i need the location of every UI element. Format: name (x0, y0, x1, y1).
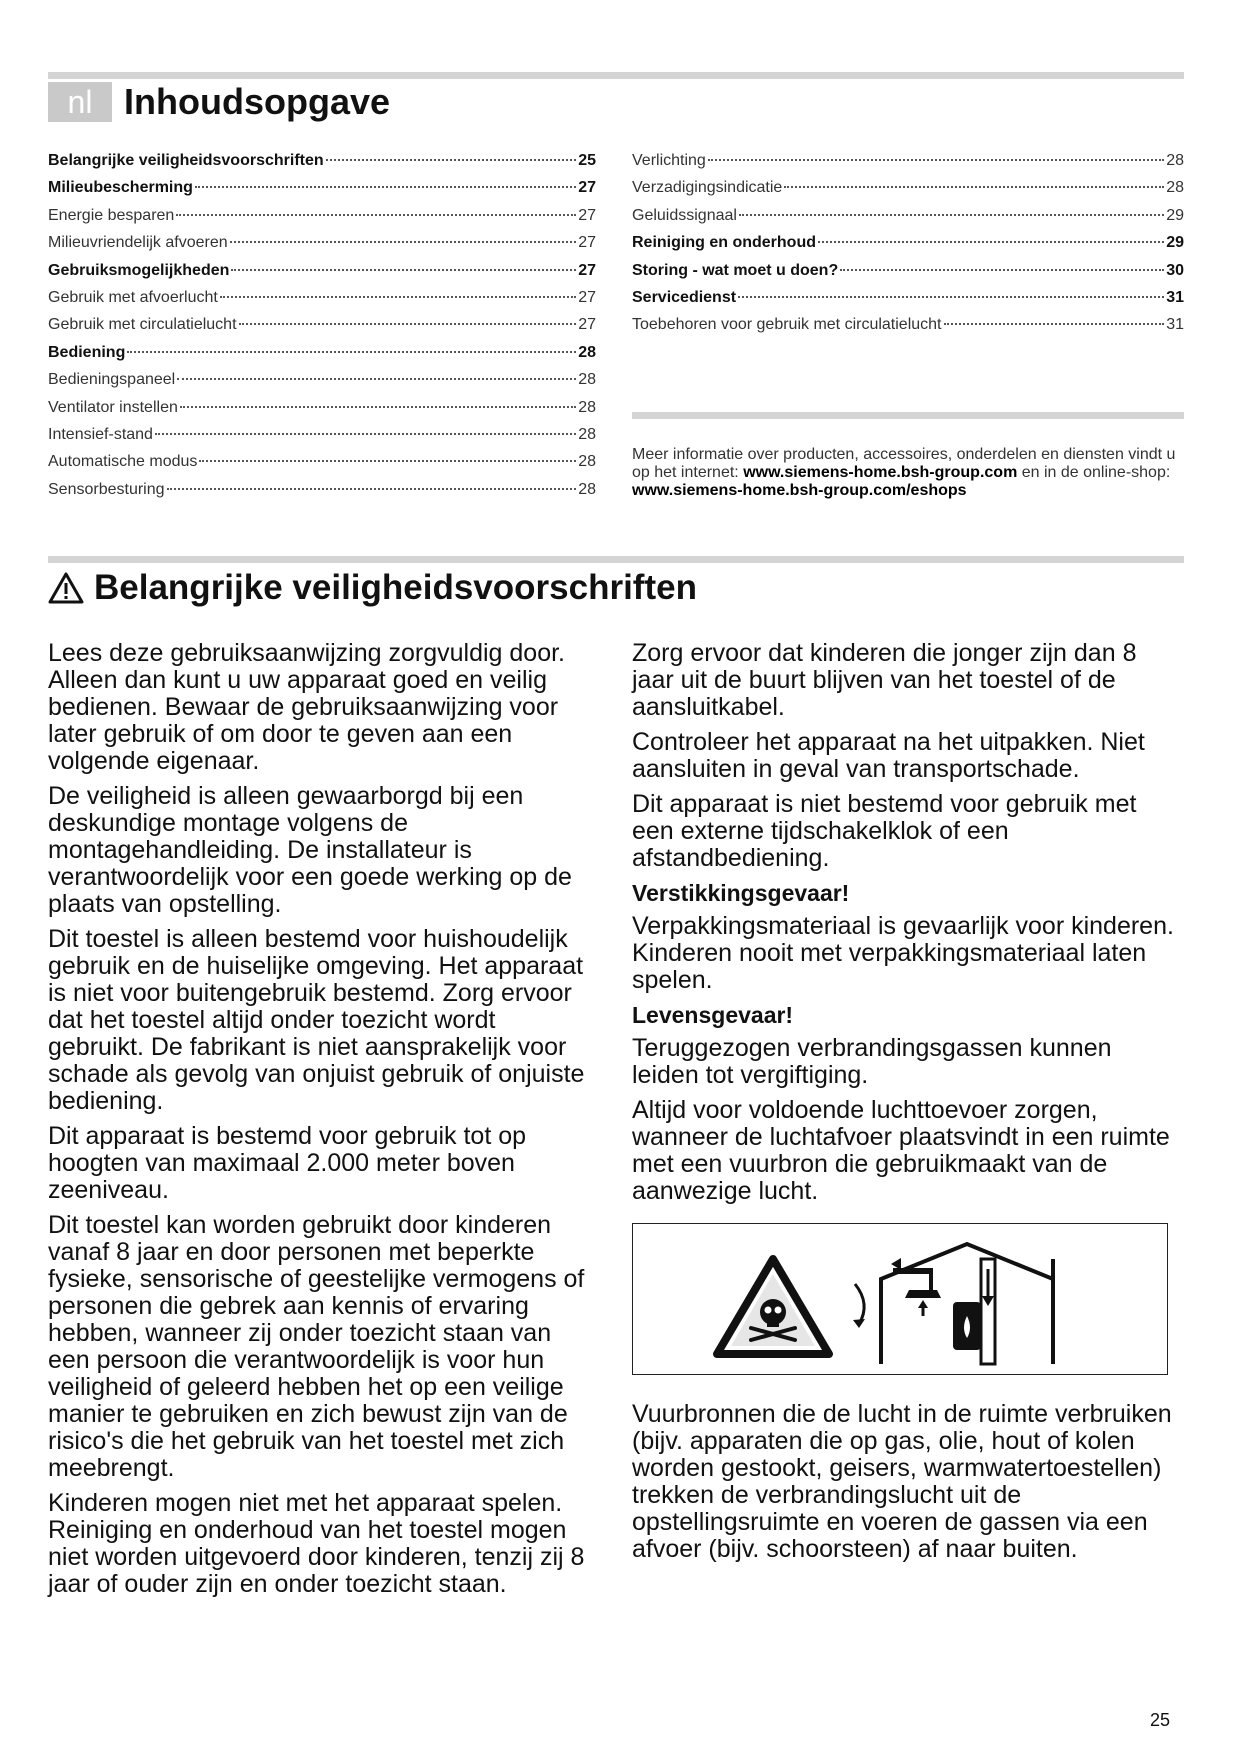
toc-entry-page: 28 (578, 480, 596, 498)
toc-entry-title: Verlichting (632, 152, 706, 169)
toc-entry-title: Reiniging en onderhoud (632, 234, 816, 252)
safety-paragraph: Dit toestel is alleen bestemd voor huishoudelijk gebruik en de huiselijke omgeving. Het apparaat is niet voor buitengebruik bestemd. Zorg ervoor dat het toestel altijd onder toezicht wordt gebruikt. De fabrikant is niet aansprakelijk voor schade als gevolg van onjuist gebruik of onjuiste bediening. (48, 925, 585, 1115)
page-number: 25 (1150, 1710, 1171, 1730)
toc-entry-title: Energie besparen (48, 206, 175, 224)
paragraph-gases: Teruggezogen verbrandingsgassen kunnen leiden tot vergiftiging. (632, 1034, 1112, 1089)
ventilation-warning-diagram (632, 1223, 1168, 1375)
website-link[interactable]: www.siemens-home.bsh-group.com (743, 464, 1018, 481)
toc-entry[interactable] (48, 399, 596, 426)
toc-entry[interactable] (48, 289, 596, 316)
toc-dot-leader (127, 351, 576, 353)
toc-entry[interactable] (48, 344, 596, 371)
toc-entry-title: Gebruik met afvoerlucht (48, 288, 218, 306)
toc-entry[interactable] (48, 371, 596, 398)
toc-entry[interactable] (632, 262, 1184, 289)
poison-warning-icon (717, 1259, 829, 1354)
house-outline-icon (881, 1244, 1053, 1364)
toc-entry-page: 28 (1166, 179, 1184, 197)
toc-entry-page: 28 (578, 425, 596, 443)
info-rule (632, 412, 1184, 419)
section-rule (48, 556, 1184, 563)
toc-entry-page: 27 (578, 288, 596, 306)
toc-entry-page: 29 (1166, 206, 1184, 224)
toc-entry-title: Gebruiksmogelijkheden (48, 261, 230, 279)
toc-dot-leader (177, 378, 576, 380)
toc-entry-page: 28 (1166, 152, 1184, 169)
toc-entry-page: 28 (578, 371, 596, 389)
toc-dot-leader (818, 241, 1164, 243)
toc-entry-title: Intensief-stand (48, 425, 153, 443)
toc-entry-title: Ventilator instellen (48, 398, 178, 416)
toc-dot-leader (231, 269, 576, 271)
toc-entry[interactable] (632, 316, 1184, 343)
toc-entry-page: 27 (578, 206, 596, 224)
toc-entry-page: 31 (1166, 316, 1184, 334)
toc-dot-leader (230, 241, 577, 243)
toc-entry-title: Milieubescherming (48, 179, 193, 197)
safety-paragraph: Dit toestel kan worden gebruikt door kinderen vanaf 8 jaar en door personen met beperkte fysieke, sensorische of geestelijke vermogens of personen die gebrek aan kennis of ervaring hebben, wanneer zij onder toezicht staan van een persoon die verantwoordelijk is voor hun veiligheid of geleerd hebben het op een veilige manier te gebruiken en zich bewust zijn van de risico's die het gebruik van het toestel met zich meebrengt. (48, 1211, 585, 1482)
heading-suffocation: Verstikkingsgevaar! (632, 880, 850, 906)
toc-entry-page: 27 (578, 234, 596, 252)
toc-entry-title: Bedieningspaneel (48, 371, 176, 389)
toc-entry-title: Milieuvriendelijk afvoeren (48, 234, 228, 252)
toc-dot-leader (220, 296, 576, 298)
toc-entry-title: Bediening (48, 343, 126, 361)
toc-entry[interactable] (632, 289, 1184, 316)
toc-entry-title: Storing - wat moet u doen? (632, 261, 839, 279)
toc-entry-page: 28 (578, 398, 596, 416)
toc-dot-leader (199, 460, 576, 462)
toc-right-column (632, 152, 1184, 344)
paragraph-check-device: Controleer het apparaat na het uitpakken. Niet aansluiten in geval van transportschade. (632, 728, 1145, 783)
safety-paragraph: Lees deze gebruiksaanwijzing zorgvuldig door. Alleen dan kunt u uw apparaat goed en veilig bedienen. Bewaar de gebruiksaanwijzing voor later gebruik of om door te geven aan een volgende eigenaar. (48, 639, 565, 775)
toc-dot-leader (195, 186, 576, 188)
toc-dot-leader (739, 214, 1164, 216)
online-shop-link[interactable]: www.siemens-home.bsh-group.com/eshops (632, 482, 967, 499)
toc-entry[interactable] (48, 426, 596, 453)
info-text-2: en in de online-shop: (1017, 464, 1171, 481)
paragraph-packaging: Verpakkingsmateriaal is gevaarlijk voor kinderen. Kinderen nooit met verpakkingsmateriaal laten spelen. (632, 912, 1174, 994)
top-rule (48, 72, 1184, 79)
toc-dot-leader (176, 214, 576, 216)
info-text (632, 446, 1184, 500)
toc-entry[interactable] (48, 481, 596, 508)
safety-right-column (632, 640, 1184, 1571)
toc-entry[interactable] (48, 316, 596, 343)
toc-title: Inhoudsopgave (124, 81, 391, 122)
toc-entry-page: 27 (578, 316, 596, 334)
toc-entry-page: 27 (578, 179, 596, 197)
toc-dot-leader (180, 406, 576, 408)
toc-dot-leader (738, 296, 1164, 298)
toc-entry-page: 29 (1166, 234, 1184, 252)
toc-entry-page: 25 (578, 152, 596, 169)
paragraph-fire-sources: Vuurbronnen die de lucht in de ruimte verbruiken (bijv. apparaten die op gas, olie, hout of kolen worden gestookt, geisers, warmwatertoestellen) trekken de verbrandingslucht uit de opstellingsruimte en voeren de gassen via een afvoer (bijv. schoorsteen) af naar buiten. (632, 1400, 1172, 1563)
toc-dot-leader (326, 159, 577, 161)
safety-section-title (48, 566, 697, 610)
toc-dot-leader (167, 488, 577, 490)
toc-dot-leader (840, 269, 1164, 271)
toc-entry[interactable] (48, 262, 596, 289)
info-text-1: Meer informatie over producten, accessoires, onderdelen en diensten vindt u op het internet: (632, 446, 1176, 481)
safety-left-column (48, 640, 596, 1606)
safety-paragraph: De veiligheid is alleen gewaarborgd bij een deskundige montage volgens de montagehandleiding. De installateur is verantwoordelijk voor een goede werking op de plaats van opstelling. (48, 782, 572, 918)
toc-entry-title: Sensorbesturing (48, 480, 165, 498)
toc-entry-title: Verzadigingsindicatie (632, 179, 783, 197)
toc-entry[interactable] (48, 207, 596, 234)
toc-left-column (48, 152, 596, 508)
toc-entry-page: 30 (1166, 261, 1184, 279)
heading-danger-to-life: Levensgevaar! (632, 1002, 794, 1028)
toc-entry[interactable] (632, 179, 1184, 206)
toc-entry-page: 31 (1166, 288, 1184, 306)
toc-entry-title: Belangrijke veiligheidsvoorschriften (48, 152, 324, 169)
paragraph-air-supply: Altijd voor voldoende luchttoevoer zorgen, wanneer de luchtafvoer plaatsvindt in een ruimte met een vuurbron die gebruikmaakt van de aanwezige lucht. (632, 1096, 1170, 1205)
toc-entry-page: 27 (578, 261, 596, 279)
toc-entry-title: Toebehoren voor gebruik met circulatielucht (632, 316, 942, 334)
toc-entry-title: Gebruik met circulatielucht (48, 316, 237, 334)
toc-dot-leader (708, 159, 1164, 161)
toc-entry[interactable] (48, 453, 596, 480)
toc-entry[interactable] (48, 234, 596, 261)
language-badge: nl (48, 82, 112, 122)
safety-paragraph: Dit apparaat is bestemd voor gebruik tot op hoogten van maximaal 2.000 meter boven zeeniveau. (48, 1122, 527, 1204)
toc-entry[interactable] (48, 179, 596, 206)
toc-dot-leader (155, 433, 576, 435)
toc-entry-title: Automatische modus (48, 453, 198, 471)
safety-title-text: Belangrijke veiligheidsvoorschriften (94, 568, 697, 607)
paragraph-children-distance: Zorg ervoor dat kinderen die jonger zijn dan 8 jaar uit de buurt blijven van het toestel of de aansluitkabel. (632, 639, 1137, 721)
diagram-illustration (633, 1224, 1167, 1374)
toc-entry[interactable] (632, 207, 1184, 234)
toc-entry[interactable] (632, 234, 1184, 261)
safety-paragraph: Kinderen mogen niet met het apparaat spelen. Reiniging en onderhoud van het toestel mogen niet worden uitgevoerd door kinderen, tenzij zij 8 jaar of ouder zijn en onder toezicht staan. (48, 1489, 585, 1598)
toc-entry-page: 28 (578, 343, 596, 361)
warning-triangle-icon (48, 571, 84, 605)
toc-entry-title: Geluidssignaal (632, 206, 737, 224)
toc-entry[interactable] (48, 152, 596, 179)
paragraph-no-timer: Dit apparaat is niet bestemd voor gebruik met een externe tijdschakelklok of een afstandbediening. (632, 790, 1137, 872)
toc-dot-leader (784, 186, 1164, 188)
toc-dot-leader (944, 323, 1165, 325)
toc-dot-leader (239, 323, 577, 325)
toc-entry-page: 28 (578, 453, 596, 471)
toc-entry-title: Servicedienst (632, 288, 737, 306)
toc-entry[interactable] (632, 152, 1184, 179)
